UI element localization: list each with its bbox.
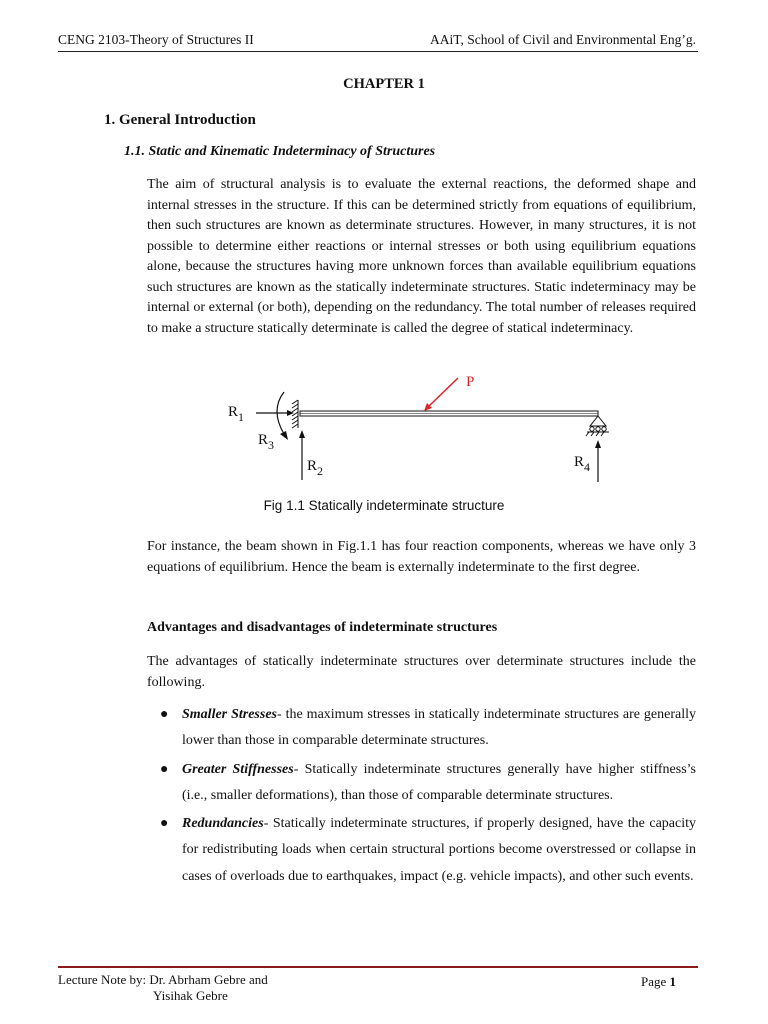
section-heading: 1. General Introduction: [104, 112, 256, 128]
advantages-heading: Advantages and disadvantages of indeterminate structures: [147, 620, 498, 635]
page-label: Page: [640, 974, 667, 989]
list-item: [160, 811, 696, 890]
list-item: [160, 757, 696, 810]
bullet-icon: ●: [160, 816, 169, 832]
page-number-value: 1: [669, 974, 676, 989]
intro-paragraph: The aim of structural analysis is to evaluate the external reactions, the deformed shape and internal stresses in the structure. If this can be determined strictly from equations of equilibrium, then such structures are known as determinate structures. However, in many structures, it is not possible to determine either reactions or internal stresses or both using equilibrium equations alone, because the structures having more unknown forces than available equilibrium equations such structures are known as the statically indeterminate structures. Static indeterminacy may be internal or external (or both), depending on the redundancy. The total number of releases required to make a structure statically determinate is called the degree of statical indeterminacy.: [147, 177, 696, 336]
bullet-text: - the maximum stresses in statically indeterminate structures are generally lower than those in comparable determinate structures.: [182, 707, 696, 749]
bullet-text: - Statically indeterminate structures, if properly designed, have the capacity for redistributing loads when certain structural portions become overstressed or collapse in cases of overloads due to earthquakes, impact (e.g. vehicle impacts), and other such events.: [182, 816, 696, 884]
footer-rule: [58, 966, 698, 968]
load-p-arrow: [424, 378, 458, 411]
r1-label: $R_1$: [228, 404, 245, 424]
chapter-title: CHAPTER 1: [343, 76, 425, 92]
load-p-label: P: [466, 374, 475, 390]
figure-caption: Fig 1.1 Statically indeterminate structure: [263, 498, 505, 513]
page-number: [641, 974, 676, 990]
instance-paragraph: For instance, the beam shown in Fig.1.1 has four reaction components, whereas we have only 3 equations of equilibrium. Hence the beam is externally indeterminate to the first degree.: [147, 539, 696, 575]
footer-authors-line1: Lecture Note by: Dr. Abrham Gebre and: [58, 972, 268, 987]
reaction-r4-arrow: [595, 440, 601, 482]
subsection-heading: 1.1. Static and Kinematic Indeterminacy of Structures: [124, 144, 436, 159]
bullet-icon: ●: [160, 761, 169, 777]
roller-support: [586, 416, 609, 436]
header-course-title: CENG 2103-Theory of Structures II: [58, 32, 254, 47]
bullet-text: - Statically indeterminate structures generally have higher stiffness’s (i.e., smaller deformations), than those of comparable determinate structures.: [182, 761, 696, 803]
bullet-term: Greater Stiffnesses: [182, 761, 294, 777]
r2-label: $R_2$: [307, 458, 324, 478]
header-rule: [58, 51, 698, 52]
bullet-icon: ●: [160, 707, 169, 722]
beam-figure: [218, 370, 618, 492]
r3-label: $R_3$: [258, 432, 275, 452]
header-school-name: AAiT, School of Civil and Environmental Eng’g.: [430, 32, 696, 47]
advantages-intro-paragraph: The advantages of statically indeterminate structures over determinate structures include the following.: [147, 654, 696, 690]
footer-authors: [58, 972, 268, 1004]
advantages-list: [160, 702, 696, 892]
reaction-r2-arrow: [299, 430, 305, 480]
list-item: [160, 702, 696, 755]
beam: [300, 411, 598, 416]
reaction-r1-arrow: [256, 410, 294, 416]
r4-label: $R_4$: [574, 454, 591, 474]
bullet-term: Redundancies: [182, 816, 264, 832]
fixed-support: [292, 400, 298, 428]
bullet-term: Smaller Stresses: [182, 707, 277, 722]
reaction-r3-moment: [277, 392, 288, 440]
footer-authors-line2: Yisihak Gebre: [153, 988, 228, 1003]
